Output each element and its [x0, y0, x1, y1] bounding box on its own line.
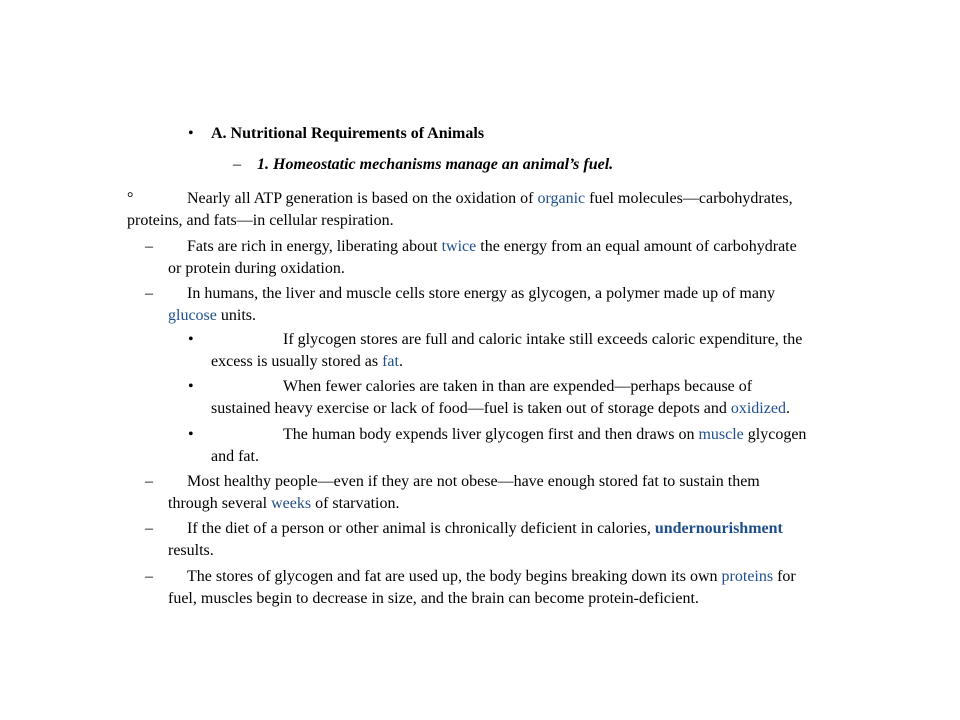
- keyword-weeks: weeks: [271, 495, 312, 512]
- bullet-marker: •: [188, 378, 194, 395]
- para-7-line-2: through several weeks of starvation.: [168, 495, 400, 512]
- keyword-proteins: proteins: [721, 568, 774, 585]
- para-7-line-1: Most healthy people—even if they are not obese—have enough stored fat to sustain them: [187, 473, 760, 490]
- para-3-line-1: In humans, the liver and muscle cells store energy as glycogen, a polymer made up of many: [187, 285, 775, 302]
- subheading-title: 1. Homeostatic mechanisms manage an animal’s fuel.: [257, 156, 614, 173]
- para-5-line-2: sustained heavy exercise or lack of food—fuel is taken out of storage depots and oxidized.: [211, 400, 790, 417]
- para-6-line-1: The human body expends liver glycogen first and then draws on muscle glycogen: [283, 426, 807, 443]
- para-8-line-1: If the diet of a person or other animal is chronically deficient in calories, undernourishment: [187, 520, 783, 537]
- keyword-twice: twice: [441, 238, 477, 255]
- para-1-line-2: proteins, and fats—in cellular respiration.: [127, 212, 394, 229]
- para-9-line-2: fuel, muscles begin to decrease in size, and the brain can become protein-deficient.: [168, 590, 699, 607]
- para-1-line-1: Nearly all ATP generation is based on the oxidation of organic fuel molecules—carbohydrates,: [187, 190, 793, 207]
- bullet-marker: •: [188, 331, 194, 348]
- dash-marker: –: [145, 520, 153, 537]
- para-4-line-1: If glycogen stores are full and caloric intake still exceeds caloric expenditure, the: [283, 331, 803, 348]
- dash-marker: –: [145, 473, 153, 490]
- dash-marker: –: [145, 568, 153, 585]
- keyword-fat: fat: [382, 353, 399, 370]
- heading-title: A. Nutritional Requirements of Animals: [211, 125, 485, 142]
- heading-bullet: •: [188, 125, 194, 142]
- para-9-line-1: The stores of glycogen and fat are used up, the body begins breaking down its own proteins for: [187, 568, 796, 585]
- para-8-line-2: results.: [168, 542, 214, 559]
- keyword-glucose: glucose: [168, 307, 217, 324]
- keyword-undernourishment: undernourishment: [654, 520, 783, 537]
- dash-marker: –: [145, 285, 153, 302]
- subheading-dash: –: [233, 156, 241, 173]
- keyword-muscle: muscle: [698, 426, 744, 443]
- para-3-line-2: glucose units.: [168, 307, 256, 324]
- para-6-line-2: and fat.: [211, 448, 259, 465]
- keyword-organic: organic: [537, 190, 586, 207]
- dash-marker: –: [145, 238, 153, 255]
- para-5-line-1: When fewer calories are taken in than are expended—perhaps because of: [283, 378, 753, 395]
- para-2-line-2: or protein during oxidation.: [168, 260, 345, 277]
- bullet-marker: •: [188, 426, 194, 443]
- keyword-oxidized: oxidized: [730, 400, 786, 417]
- para-4-line-2: excess is usually stored as fat.: [211, 353, 403, 370]
- para-2-line-1: Fats are rich in energy, liberating about twice the energy from an equal amount of carbohydrate: [187, 238, 797, 255]
- degree-marker: °: [127, 190, 134, 207]
